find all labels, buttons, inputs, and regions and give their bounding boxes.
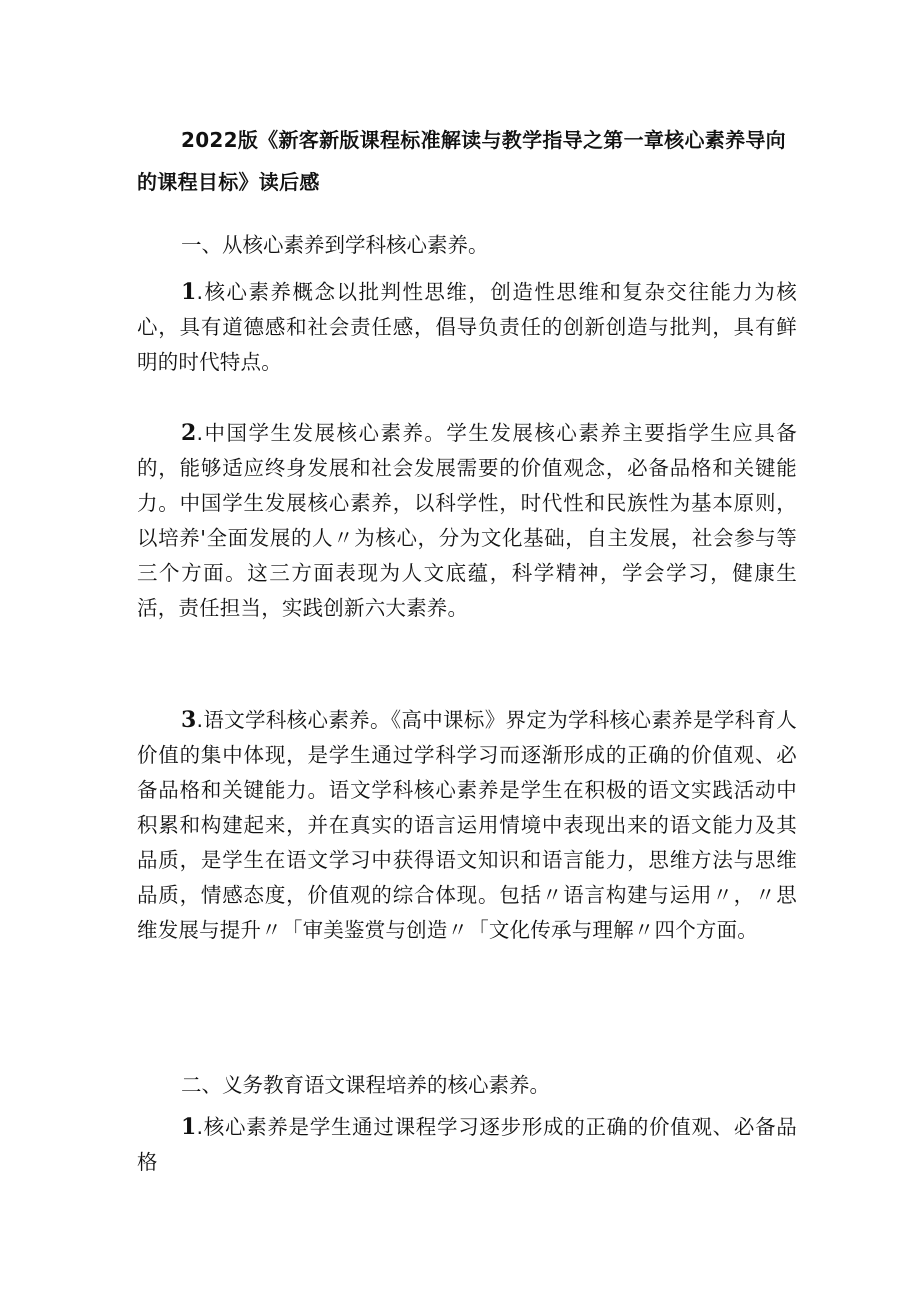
section-2-item-1	[137, 1110, 797, 1180]
item-number: 1	[181, 279, 197, 305]
title-line-1: 2022版《新客新版课程标准解读与教学指导之第一章核心素养导向	[181, 128, 786, 152]
item-number: 3	[181, 707, 197, 733]
section-1-heading-text: 一、从核心素养到学科核心素养。	[181, 233, 489, 257]
section-1-item-1	[137, 275, 797, 380]
item-number: 1	[181, 1114, 197, 1140]
section-1-item-2	[137, 416, 797, 626]
section-2-heading-text: 二、义务教育语文课程培养的核心素养。	[181, 1073, 550, 1097]
title-line-2: 的课程目标》读后感	[137, 170, 320, 194]
item-number: 2	[181, 420, 197, 446]
item-text: .核心素养是学生通过课程学习逐步形成的正确的价值观、必备品格	[137, 1115, 797, 1174]
section-2-heading	[137, 1068, 797, 1103]
section-1-item-3	[137, 703, 797, 948]
document-title	[137, 119, 797, 203]
section-1-heading	[137, 228, 797, 263]
item-text: .中国学生发展核心素养。学生发展核心素养主要指学生应具备的，能够适应终身发展和社会发展需要的价值观念，必备品格和关键能力。中国学生发展核心素养，以科学性，时代性和民族性为基本原则，以培养'全面发展的人〃为核心，分为文化基础，自主发展，社会参与等三个方面。这三方面表现为人文底蕴，科学精神，学会学习，健康生活，责任担当，实践创新六大素养。	[137, 421, 797, 620]
item-text: .语文学科核心素养。《高中课标》界定为学科核心素养是学科育人价值的集中体现，是学生通过学科学习而逐渐形成的正确的价值观、必备品格和关键能力。语文学科核心素养是学生在积极的语文实践活动中积累和构建起来，并在真实的语言运用情境中表现出来的语文能力及其品质，是学生在语文学习中获得语文知识和语言能力，思维方法与思维品质，情感态度，价值观的综合体现。包括〃语言构建与运用〃，〃思维发展与提升〃「审美鉴赏与创造〃「文化传承与理解〃四个方面。	[137, 708, 797, 942]
item-text: .核心素养概念以批判性思维，创造性思维和复杂交往能力为核心，具有道德感和社会责任感，倡导负责任的创新创造与批判，具有鲜明的时代特点。	[137, 280, 797, 374]
